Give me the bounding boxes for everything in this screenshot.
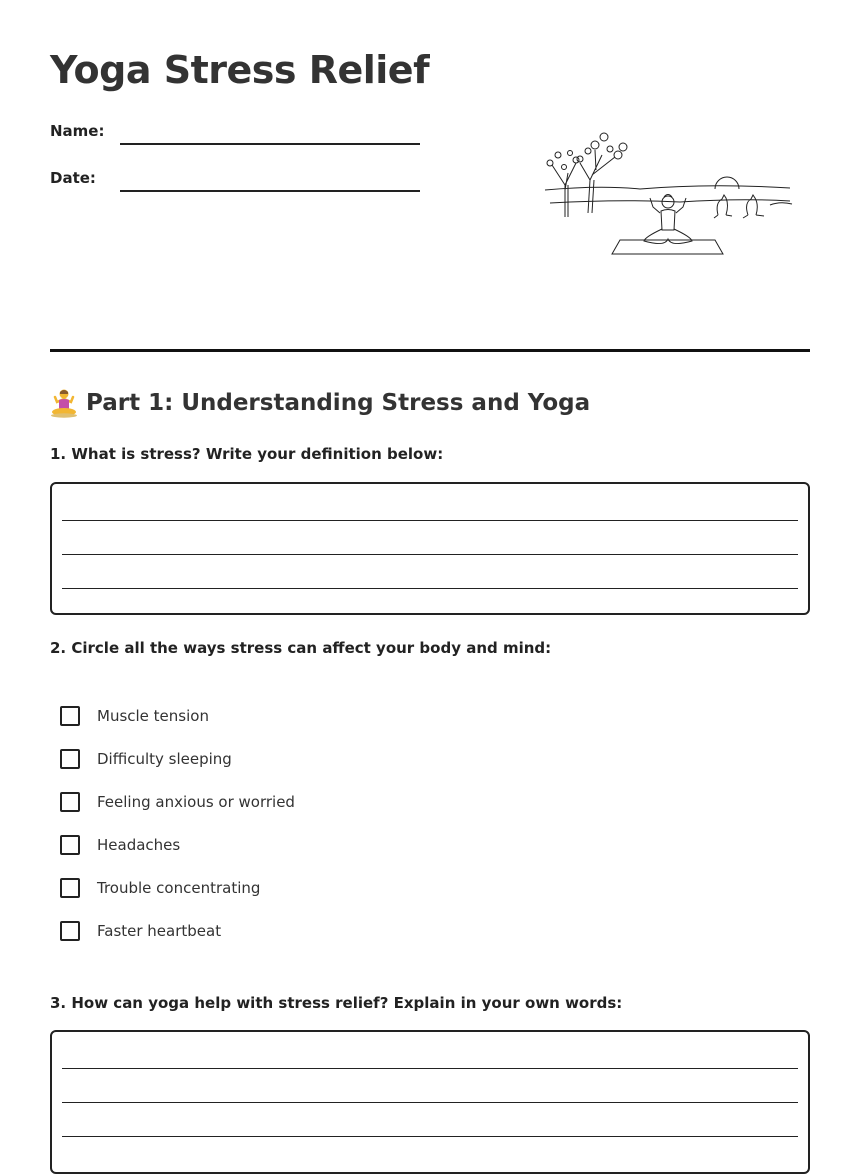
option-label: Difficulty sleeping [97,750,232,768]
checkbox[interactable] [60,706,80,726]
checkbox[interactable] [60,749,80,769]
page-title: Yoga Stress Relief [50,48,430,92]
checkbox[interactable] [60,878,80,898]
question-3: 3. How can yoga help with stress relief? Explain in your own words: [50,994,623,1012]
option-row[interactable] [60,878,260,898]
option-row[interactable] [60,706,209,726]
section-divider [50,349,810,352]
yoga-scene-illustration [540,125,800,260]
checkbox[interactable] [60,835,80,855]
writing-line [62,1068,798,1069]
part1-heading-text: Part 1: Understanding Stress and Yoga [86,390,591,416]
option-row[interactable] [60,835,180,855]
answer-box-3[interactable] [50,1030,810,1174]
checkbox[interactable] [60,792,80,812]
checkbox[interactable] [60,921,80,941]
option-row[interactable] [60,749,232,769]
person-in-lotus-position-icon [50,388,78,418]
name-field [50,122,104,140]
date-label: Date: [50,169,96,187]
question-2: 2. Circle all the ways stress can affect your body and mind: [50,639,552,657]
writing-line [62,1102,798,1103]
date-field [50,169,96,187]
option-label: Feeling anxious or worried [97,793,295,811]
option-row[interactable] [60,921,221,941]
part1-heading [50,388,590,418]
writing-line [62,588,798,589]
writing-line [62,520,798,521]
writing-line [62,1136,798,1137]
option-label: Headaches [97,836,181,854]
option-label: Faster heartbeat [97,922,222,940]
name-label: Name: [50,122,105,140]
option-label: Trouble concentrating [97,879,261,897]
question-1: 1. What is stress? Write your definition below: [50,445,444,463]
name-input-line[interactable] [120,143,420,145]
date-input-line[interactable] [120,190,420,192]
answer-box-1[interactable] [50,482,810,615]
writing-line [62,554,798,555]
option-row[interactable] [60,792,295,812]
option-label: Muscle tension [97,707,209,725]
